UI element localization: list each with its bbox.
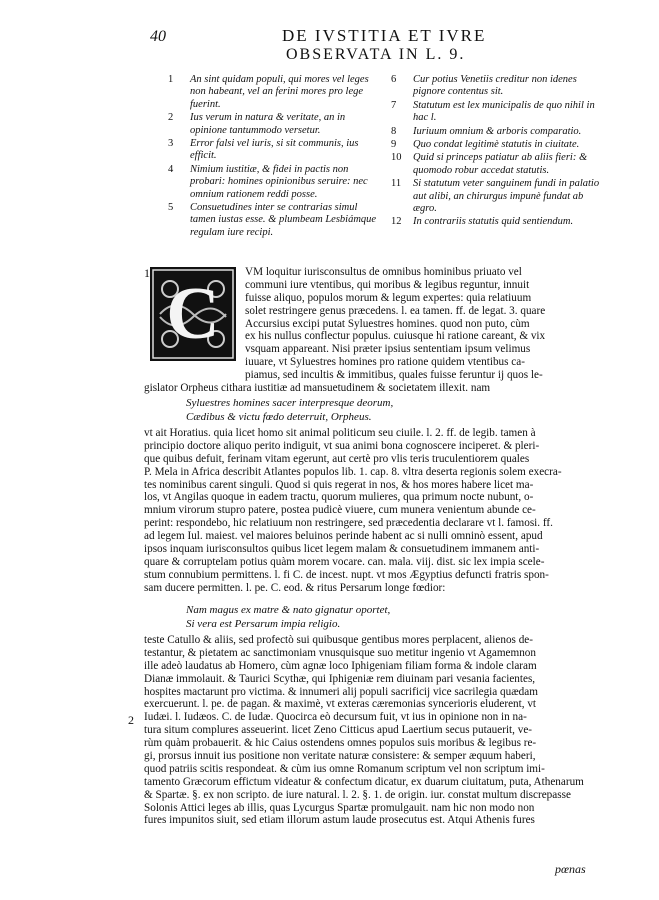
text-line: tes nominibus carent singuli. Quod si quis regerat in nos, & hos mores habere licet ma- — [144, 478, 534, 491]
text-line: fuisse aliquo, populos morum & legum expertes: quia relatiuum — [245, 291, 532, 304]
body-text-continued — [144, 634, 594, 827]
verse-line: Cædibus & victu fœdo deterruit, Orpheus. — [186, 411, 372, 423]
running-head-line-2: OBSERVATA IN L. 9. — [286, 46, 466, 63]
text-line: fures impunitos siuit, sed etiam illorum astum laude prosecutus est. Atqui Athenis fures — [144, 814, 535, 827]
text-line: teste Catullo & aliis, sed profectò sui quibusque gentibus mores perplacent, alienos de- — [144, 634, 533, 646]
text-line: tamento Græcorum effictum videatur & confectum dicatur, ex duarum ciuitatum, puta, Athenarum — [144, 775, 584, 788]
running-head-line-1: DE IVSTITIA ET IVRE — [282, 26, 487, 45]
text-line: perint: respondebo, hic relatiuum non restringere, sed præcedentia declarare vt l. famosi. ff. — [144, 517, 553, 530]
text-line: piamus, sed incultis & immitibus, quales fuisse feruntur ij quos le- — [245, 369, 543, 382]
text-line: ipsos inquam iurisconsultos quibus licet legem malam & consuetudinem immanem anti- — [144, 543, 540, 556]
summary-item: 4 Nimium iustitiæ, & fidei in pactis non probari: homines opinionibus seruire: nec omnium rationem reddi posse. — [168, 163, 368, 200]
body-text-line-full — [144, 382, 594, 395]
summary-item: 9 Quo condat legitimè statutis in ciuitate. — [391, 139, 580, 151]
summary-item: 1 An sint quidam populi, qui mores vel leges non habeant, vel an ferini mores pro lege fuerint. — [168, 74, 369, 110]
text-line: vt ait Horatius. quia licet homo sit animal politicum seu ciuile. l. 2. ff. de legib. tamen à — [144, 427, 536, 439]
text-line: los, vt Angilas quoque in eadem tractu, quorum mulieres, qua primum nocte nubunt, o- — [144, 491, 534, 504]
summary-item: 2 Ius verum in natura & veritate, an in opinione tantummodo versetur. — [168, 112, 346, 136]
summary-item: 11 Si statutum veter sanguinem fundi in palatio aut alibi, an chirurgus impunè fundat ab ægro. — [391, 178, 600, 215]
text-line: gislator Orpheus cithara iustitiæ ad mansuetudinem & societatem illexit. nam — [144, 382, 491, 394]
body-text-opening — [245, 266, 585, 382]
text-line: vsquam appareant. Nisi præter ipsius sententiam ipsum velimus — [245, 343, 531, 356]
summary-item: 8 Iuriuum omnium & arboris comparatio. — [391, 125, 582, 137]
text-line: exercuerunt. l. pe. de pagan. & maximè, vt exteras cæremonias syncerioris eluderent, vt — [144, 698, 537, 711]
text-line: Iudæi. l. Iudæos. C. de Iudæ. Quocirca eò decursum fuit, vt ius in opinione non in na- — [144, 711, 527, 724]
initial-letter: C — [166, 273, 220, 355]
text-line: Solonis Attici leges ab illis, quas Lycurgus Spartæ promulgauit. nam hic non modo non — [144, 801, 535, 814]
summary-item: 10 Quid si princeps patiatur ab aliis fieri: & quomodo robur accedat statutis. — [391, 152, 588, 176]
text-line: que quibus defuit, ferinam vitam egerunt, aut certè pro vlis teris truculentiorem quales — [144, 452, 530, 465]
summary-item: 12 In contrariis statutis quid sentiendum. — [391, 216, 574, 228]
page-number: 40 — [150, 28, 166, 45]
verse-line: Nam magus ex matre & nato gignatur oportet, — [186, 604, 391, 616]
verse-line: Si vera est Persarum impia religio. — [186, 618, 341, 630]
text-line: gi, prorsus innuit ius positione non veritate naturæ consistere: & semper æquum haberi, — [144, 750, 536, 763]
text-line: & Spartæ. §. ex non scripto. de iure natural. l. 2. §. 1. de origin. iur. constat multum discrepasse — [144, 788, 571, 801]
text-line: P. Mela in Africa describit Atlantes populos lib. 1. cap. 8. vltra deserta regionis solem execra- — [144, 465, 562, 478]
summary-item: 5 Consuetudines inter se contrarias simul tamen iustas esse. & plumbeam Lesbiámque regulam iure recipi. — [168, 202, 377, 238]
text-line: testantur, & pietatem ac sanctimoniam vnusquisque suo metitur ingenio vt Agamemnon — [144, 646, 536, 659]
summary-item: 6 Cur potius Venetiis creditur non idenes pignore contentus sit. — [391, 74, 577, 98]
text-line: solet restringere genus præcedens. l. ea tamen. ff. de legat. 3. quare — [245, 304, 546, 317]
body-text-main — [144, 427, 594, 595]
text-line: Dianæ immolauit. & Taurici Scythæ, qui Iphigeniæ rem diuinam pari vesania facientes, — [144, 672, 536, 685]
text-line: communi iure vtentibus, qui moribus & legibus reguntur, innuit — [245, 278, 530, 291]
text-line: quod patriis scitis respondeat. & cùm ius omne Romanum scriptum vel non scriptum imi- — [144, 762, 545, 775]
verse-line: Syluestres homines sacer interpresque deorum, — [186, 397, 394, 409]
summary-item: 3 Error falsi vel iuris, si sit communis, ius efficit. — [168, 138, 359, 162]
text-line: Accursius excipi putat Syluestres homines. quod non puto, cùm — [245, 317, 530, 330]
text-line: stum connubium permittens. l. fi C. de incest. nupt. vt mos Ægyptius defuncti fratris spon- — [144, 568, 549, 581]
margin-number: 1 — [144, 266, 150, 280]
text-line: quare & corruptelam potius quàm morem vocare. can. mala. viij. dist. sic lex impia scele- — [144, 555, 545, 568]
text-line: mnium virorum stupro patere, postea pudicè viuere, cum munera venientum abunde ce- — [144, 504, 536, 517]
summary-column-left — [168, 74, 383, 240]
text-line: ex his nullus conflectur populus. cuiusque hi ratione careant, & vix — [245, 330, 546, 343]
text-line: ad legem Iul. maiest. vel maiores beluinos perinde habent ac si nulli omninò essent, apud — [144, 530, 543, 543]
margin-number: 2 — [128, 713, 134, 727]
text-line: tura situm complures asseuerint. licet Zeno Citticus apud Laertium secus putauerit, ve- — [144, 724, 533, 737]
text-line: rùm quàm probauerit. & hic Caius ostendens omnes populos suis moribus & legibus re- — [144, 737, 537, 750]
summary-column-right — [391, 74, 601, 230]
decorated-initial — [150, 267, 236, 361]
text-line: hospites mactarunt pro victima. & innumeri alij populi sacrificij vice sacrilegia quædam — [144, 685, 538, 698]
text-line: VM loquitur iurisconsultus de omnibus hominibus priuato vel — [245, 266, 522, 278]
catchword: pœnas — [555, 862, 586, 876]
text-line: iuuare, vt Syluestres homines pro ratione quidem vtentibus ca- — [245, 356, 525, 369]
summary-item: 7 Statutum est lex municipalis de quo nihil in hac l. — [391, 99, 595, 124]
text-line: sam ducere permitten. l. pe. C. eod. & ritus Persarum longe fœdior: — [144, 581, 446, 594]
text-line: ille adeò laudatus ab Homero, cùm agnæ loco Iphigeniam filiam forma & indole claram — [144, 659, 537, 672]
text-line: principio doctore aliquo perito indiguit, vt sua animi bona cognoscere inciperet. & pleri- — [144, 439, 540, 452]
